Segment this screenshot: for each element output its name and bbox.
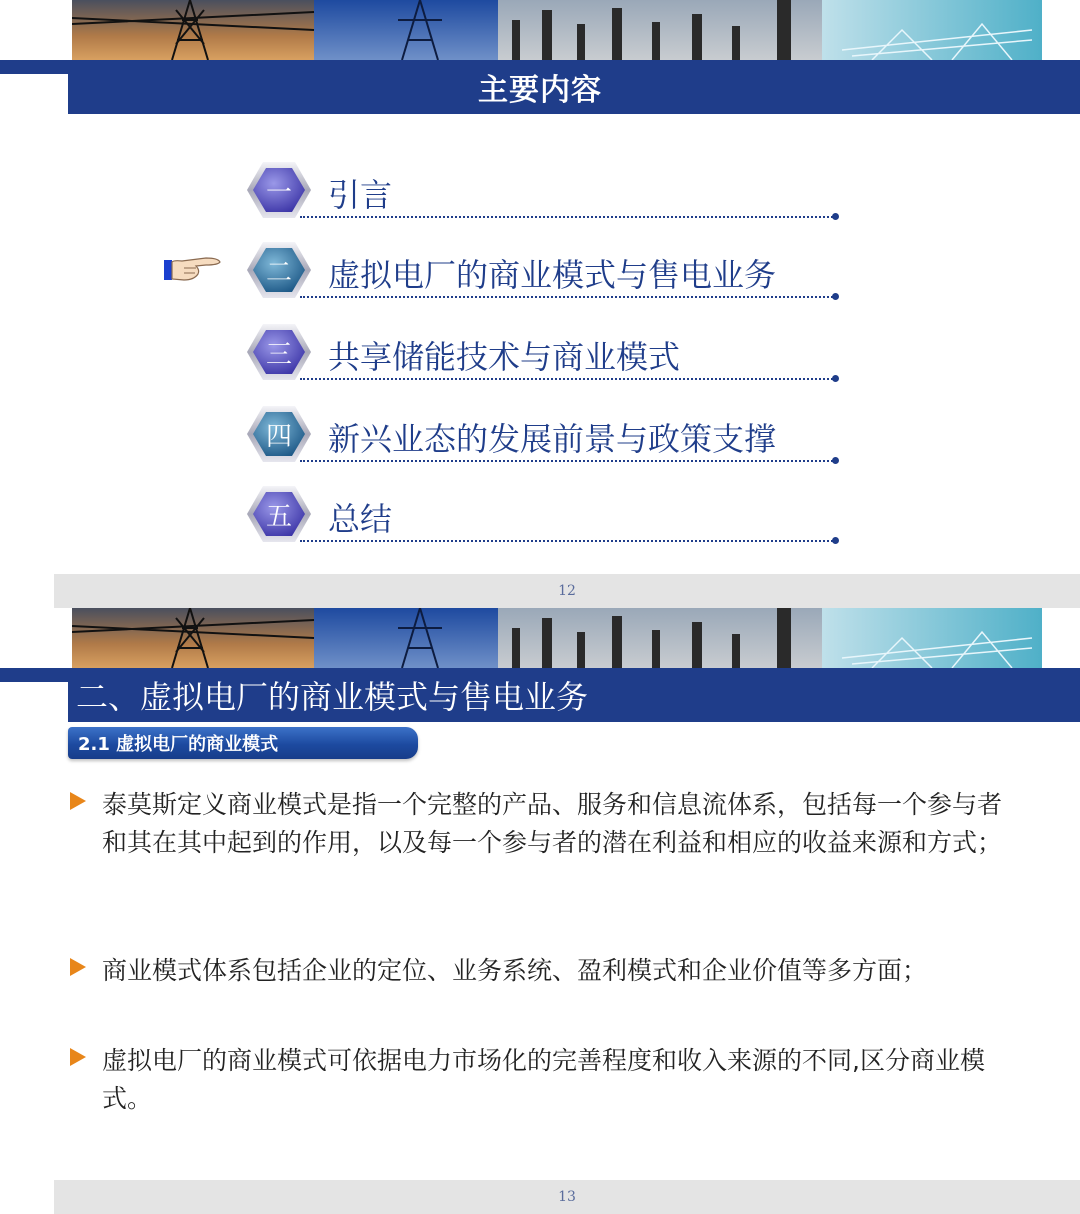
dotted-divider	[300, 378, 836, 380]
toc-label: 共享储能技术与商业模式	[328, 338, 681, 376]
toc-label: 引言	[328, 176, 393, 214]
triangle-bullet-icon	[70, 958, 86, 976]
slide-title: 二、虚拟电厂的商业模式与售电业务	[76, 678, 589, 716]
toc-item[interactable]	[246, 404, 846, 468]
dotted-divider	[300, 296, 836, 298]
bullet-text: 虚拟电厂的商业模式可依据电力市场化的完善程度和收入来源的不同,区分商业模式。	[102, 1046, 985, 1113]
slide-footer	[54, 574, 1080, 608]
toc-numeral: 五	[265, 501, 292, 532]
toc-item-active[interactable]	[246, 240, 846, 304]
toc-numeral: 二	[265, 257, 292, 288]
bullet-text: 泰莫斯定义商业模式是指一个完整的产品、服务和信息流体系，包括每一个参与者和其在其中起到的作用，以及每一个参与者的潜在利益和相应的收益来源和方式；	[102, 790, 1003, 857]
dotted-divider	[300, 460, 836, 462]
divider-end-dot	[832, 293, 839, 300]
divider-end-dot	[832, 537, 839, 544]
toc-label: 虚拟电厂的商业模式与售电业务	[328, 256, 777, 294]
toc-numeral: 一	[265, 177, 292, 208]
slide-title: 主要内容	[478, 73, 602, 108]
toc-numeral: 四	[265, 421, 292, 452]
triangle-bullet-icon	[70, 1048, 86, 1066]
dotted-divider	[300, 216, 836, 218]
page-number: 13	[558, 1189, 576, 1205]
toc-label: 新兴业态的发展前景与政策支撑	[328, 420, 777, 458]
pointing-hand-icon	[162, 252, 226, 286]
toc-label: 总结	[328, 500, 393, 538]
slide-footer	[54, 1180, 1080, 1214]
divider-end-dot	[832, 375, 839, 382]
toc-item[interactable]	[246, 322, 846, 386]
header-left-tab	[0, 60, 68, 74]
dotted-divider	[300, 540, 836, 542]
banner-photo-strip	[72, 0, 1042, 60]
bullet-text: 商业模式体系包括企业的定位、业务系统、盈利模式和企业价值等多方面；	[102, 956, 928, 985]
page-number: 12	[558, 583, 576, 599]
toc-item[interactable]	[246, 484, 846, 548]
header-left-tab	[0, 668, 68, 682]
toc-numeral: 三	[265, 339, 292, 370]
divider-end-dot	[832, 213, 839, 220]
triangle-bullet-icon	[70, 792, 86, 810]
banner-photo-strip	[72, 608, 1042, 668]
divider-end-dot	[832, 457, 839, 464]
section-subtitle: 2.1 虚拟电厂的商业模式	[68, 727, 418, 759]
toc-item[interactable]	[246, 160, 846, 224]
